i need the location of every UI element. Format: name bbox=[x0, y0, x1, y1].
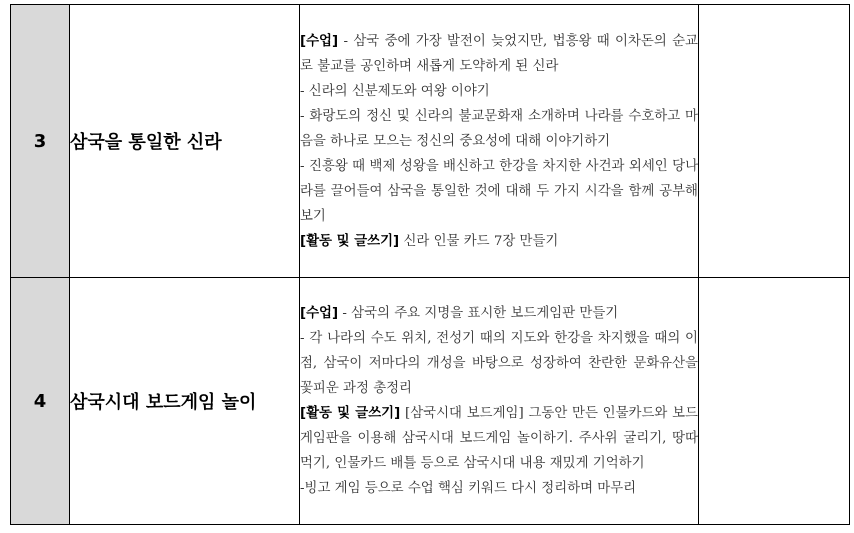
content-text: -빙고 게임 등으로 수업 핵심 키워드 다시 정리하며 마무리 bbox=[300, 481, 637, 496]
content-line bbox=[300, 326, 698, 401]
session-number: 3 bbox=[11, 5, 70, 278]
session-number: 4 bbox=[11, 278, 70, 525]
empty-cell bbox=[699, 278, 850, 525]
section-tag: [수업] bbox=[300, 306, 339, 321]
content-line bbox=[300, 29, 698, 79]
content-text: - 진흥왕 때 백제 성왕을 배신하고 한강을 차지한 사건과 외세인 당나라를 끌어들여 삼국을 통일한 것에 대해 두 가지 시각을 함께 공부해보기 bbox=[300, 158, 698, 224]
content-line bbox=[300, 476, 698, 501]
session-content bbox=[300, 278, 699, 525]
content-line bbox=[300, 301, 698, 326]
table-row bbox=[11, 5, 850, 278]
content-text: 신라 인물 카드 7장 만들기 bbox=[399, 233, 559, 249]
content-text: - 삼국의 주요 지명을 표시한 보드게임판 만들기 bbox=[338, 306, 619, 321]
session-title: 삼국시대 보드게임 놀이 bbox=[70, 278, 300, 525]
content-line bbox=[300, 229, 698, 254]
empty-cell bbox=[699, 5, 850, 278]
lesson-plan-table bbox=[10, 4, 850, 525]
session-title: 삼국을 통일한 신라 bbox=[70, 5, 300, 278]
section-tag: [활동 및 글쓰기] bbox=[300, 406, 401, 421]
content-line bbox=[300, 154, 698, 229]
content-text: - 각 나라의 수도 위치, 전성기 때의 지도와 한강을 차지했을 때의 이점, 삼국이 저마다의 개성을 바탕으로 성장하여 찬란한 문화유산을 꽃피운 과정 총정리 bbox=[300, 331, 698, 396]
content-text: - 신라의 신분제도와 여왕 이야기 bbox=[300, 83, 490, 99]
session-content bbox=[300, 5, 699, 278]
table-row bbox=[11, 278, 850, 525]
content-line bbox=[300, 401, 698, 476]
content-text: - 화랑도의 정신 및 신라의 불교문화재 소개하며 나라를 수호하고 마음을 하나로 모으는 정신의 중요성에 대해 이야기하기 bbox=[300, 108, 698, 149]
content-text: - 삼국 중에 가장 발전이 늦었지만, 법흥왕 때 이차돈의 순교로 불교를 공인하며 새롭게 도약하게 된 신라 bbox=[300, 33, 698, 74]
content-text: [삼국시대 보드게임] 그동안 만든 인물카드와 보드게임판을 이용해 삼국시대 보드게임 놀이하기. 주사위 굴리기, 땅따먹기, 인물카드 배틀 등으로 삼국시대 내용 재밌게 기억하기 bbox=[300, 406, 698, 471]
section-tag: [활동 및 글쓰기] bbox=[300, 233, 400, 249]
section-tag: [수업] bbox=[300, 33, 339, 49]
content-line bbox=[300, 79, 698, 104]
content-line bbox=[300, 104, 698, 154]
